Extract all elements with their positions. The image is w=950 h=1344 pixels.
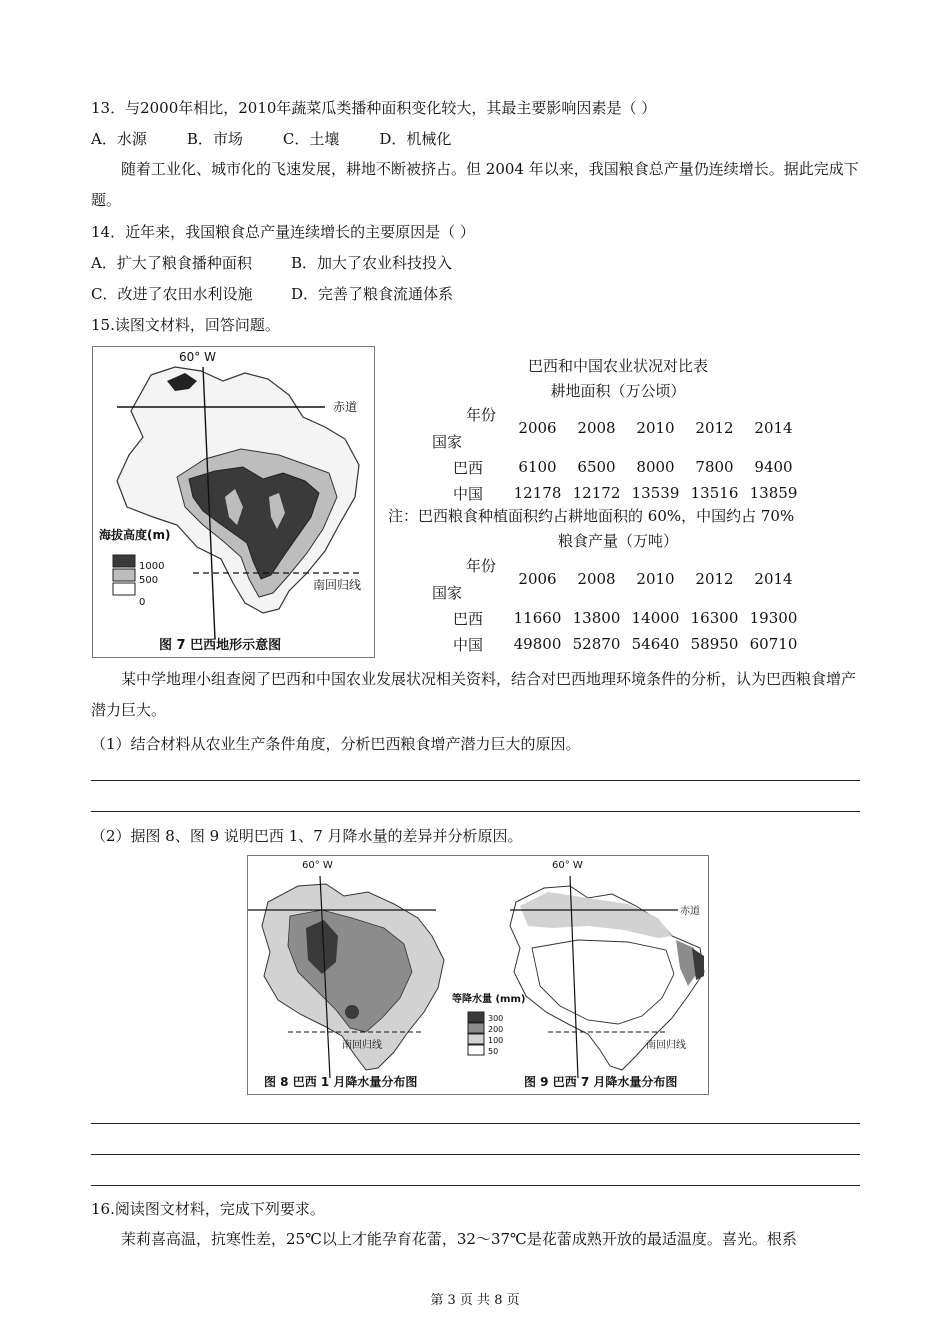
meridian-label-jul: 60° W <box>552 860 583 871</box>
value-cell: 13859 <box>749 484 798 502</box>
value-cell: 13800 <box>572 609 621 627</box>
figure-7-brazil-terrain <box>92 346 375 658</box>
country-cell: 中国 <box>452 484 483 503</box>
tropic-label-jan: 南回归线 <box>342 1040 382 1051</box>
caption-july: 图 9 巴西 7 月降水量分布图 <box>524 1075 678 1089</box>
table-row <box>428 605 803 631</box>
q15-stem: 15.读图文材料，回答问题。 <box>91 316 280 334</box>
q14-option-c: C．改进了农田水利设施 <box>91 285 253 303</box>
legend-level-0: 0 <box>139 597 146 608</box>
value-cell: 49800 <box>513 635 562 653</box>
value-cell: 11660 <box>513 609 562 627</box>
year-cell: 2014 <box>754 419 793 437</box>
q14-options-row1 <box>91 253 491 273</box>
legend-swatch-0 <box>113 583 135 595</box>
tropic-label: 南回归线 <box>313 578 362 592</box>
legend-level-1000: 1000 <box>139 561 165 572</box>
year-cell: 2008 <box>577 419 616 437</box>
table-grain-output <box>428 553 803 657</box>
value-cell: 7800 <box>695 458 734 476</box>
meridian-label: 60° W <box>179 350 216 364</box>
answer-line <box>91 811 860 812</box>
legend-level-100: 100 <box>488 1036 504 1045</box>
table-row <box>428 454 803 480</box>
legend-swatch-1000 <box>113 555 135 567</box>
q13-stem: 13．与2000年相比，2010年蔬菜瓜类播种面积变化较大，其最主要影响因素是（ ） <box>91 99 657 117</box>
q13-option-a: A．水源 <box>91 130 147 148</box>
meridian-label-jan: 60° W <box>302 860 333 871</box>
precipitation-legend <box>452 992 525 1056</box>
answer-line <box>91 1154 860 1155</box>
header-country: 国家 <box>432 584 463 602</box>
q16-paragraph: 茉莉喜高温，抗寒性差，25℃以上才能孕育花蕾，32～37℃是花蕾成熟开放的最适温度。喜光。根系 <box>121 1230 797 1248</box>
q14-options-row2 <box>91 284 491 304</box>
country-cell: 中国 <box>452 635 483 654</box>
equator-label: 赤道 <box>680 906 700 917</box>
q14-option-d: D．完善了粮食流通体系 <box>291 285 454 303</box>
q14-option-b: B．加大了农业科技投入 <box>291 254 453 272</box>
year-cell: 2012 <box>695 570 734 588</box>
q15-paragraph: 某中学地理小组查阅了巴西和中国农业发展状况相关资料，结合对巴西地理环境条件的分析，认为巴西粮食增产潜力巨大。 <box>91 670 857 719</box>
table1-subtitle: 耕地面积（万公顷） <box>550 382 686 400</box>
legend-swatch-500 <box>113 569 135 581</box>
table-header-corner <box>428 402 508 454</box>
value-cell: 52870 <box>572 635 621 653</box>
value-cell: 58950 <box>690 635 739 653</box>
legend-level-200: 200 <box>488 1025 504 1034</box>
q16-stem: 16.阅读图文材料，完成下列要求。 <box>91 1200 325 1218</box>
q13-option-d: D．机械化 <box>379 130 452 148</box>
q13-options <box>91 129 491 149</box>
answer-line <box>91 780 860 781</box>
header-country: 国家 <box>432 433 463 451</box>
january-map <box>248 860 444 1089</box>
header-year: 年份 <box>465 406 496 424</box>
value-cell: 60710 <box>749 635 798 653</box>
value-cell: 19300 <box>749 609 798 627</box>
precipitation-maps <box>248 856 708 1094</box>
legend-title: 等降水量 (mm) <box>452 994 526 1005</box>
legend-level-50: 50 <box>488 1047 499 1056</box>
q14-intro: 随着工业化、城市化的飞速发展，耕地不断被挤占。但 2004 年以来，我国粮食总产量仍连续增长。据此完成下题。 <box>91 160 859 209</box>
year-cell: 2012 <box>695 419 734 437</box>
value-cell: 14000 <box>631 609 680 627</box>
equator-label: 赤道 <box>333 400 358 414</box>
value-cell: 13539 <box>631 484 680 502</box>
answer-line <box>91 1185 860 1186</box>
year-cell: 2006 <box>518 419 557 437</box>
tropic-label-jul: 南回归线 <box>646 1040 686 1051</box>
value-cell: 16300 <box>690 609 739 627</box>
year-cell: 2010 <box>636 570 675 588</box>
value-cell: 8000 <box>636 458 675 476</box>
table-row <box>428 480 803 506</box>
figure-7-caption: 图 7 巴西地形示意图 <box>159 638 282 653</box>
table-title: 巴西和中国农业状况对比表 <box>527 357 708 375</box>
legend-swatch-50 <box>468 1045 484 1055</box>
q14-stem: 14．近年来，我国粮食总产量连续增长的主要原因是（ ） <box>91 223 475 241</box>
table-row <box>428 402 803 454</box>
caption-january: 图 8 巴西 1 月降水量分布图 <box>264 1075 418 1089</box>
brazil-terrain-map <box>93 347 374 657</box>
legend-swatch-200 <box>468 1023 484 1033</box>
year-cell: 2010 <box>636 419 675 437</box>
figure-8-9-precipitation <box>247 855 709 1095</box>
value-cell: 6500 <box>577 458 616 476</box>
legend-swatch-300 <box>468 1012 484 1022</box>
value-cell: 12172 <box>572 484 621 502</box>
q13-option-b: B．市场 <box>186 130 243 148</box>
country-cell: 巴西 <box>452 458 483 477</box>
table-arable-land <box>428 402 803 506</box>
legend-title: 海拔高度(m) <box>99 528 171 542</box>
legend-level-500: 500 <box>139 575 159 586</box>
q14-option-a: A．扩大了粮食播种面积 <box>91 254 252 272</box>
value-cell: 13516 <box>690 484 739 502</box>
value-cell: 9400 <box>754 458 793 476</box>
rain-300-spot-jan <box>345 1005 359 1019</box>
header-year: 年份 <box>465 557 496 575</box>
value-cell: 54640 <box>631 635 680 653</box>
value-cell: 6100 <box>518 458 557 476</box>
year-cell: 2008 <box>577 570 616 588</box>
table-row <box>428 631 803 657</box>
q15-sub2: （2）据图 8、图 9 说明巴西 1、7 月降水量的差异并分析原因。 <box>91 827 523 845</box>
year-cell: 2006 <box>518 570 557 588</box>
legend-level-300: 300 <box>488 1014 504 1023</box>
page-footer: 第 3 页 共 8 页 <box>430 1293 520 1308</box>
table2-subtitle: 粮食产量（万吨） <box>557 532 678 550</box>
july-map <box>510 860 704 1089</box>
legend-swatch-100 <box>468 1034 484 1044</box>
q13-option-c: C．土壤 <box>282 130 340 148</box>
table-header-corner <box>428 553 508 605</box>
value-cell: 12178 <box>513 484 562 502</box>
country-cell: 巴西 <box>452 609 483 628</box>
table-row <box>428 553 803 605</box>
answer-line <box>91 1123 860 1124</box>
year-cell: 2014 <box>754 570 793 588</box>
q15-sub1: （1）结合材料从农业生产条件角度，分析巴西粮食增产潜力巨大的原因。 <box>91 735 581 753</box>
table-note: 注：巴西粮食种植面积约占耕地面积的 60%，中国约占 70% <box>388 507 795 525</box>
